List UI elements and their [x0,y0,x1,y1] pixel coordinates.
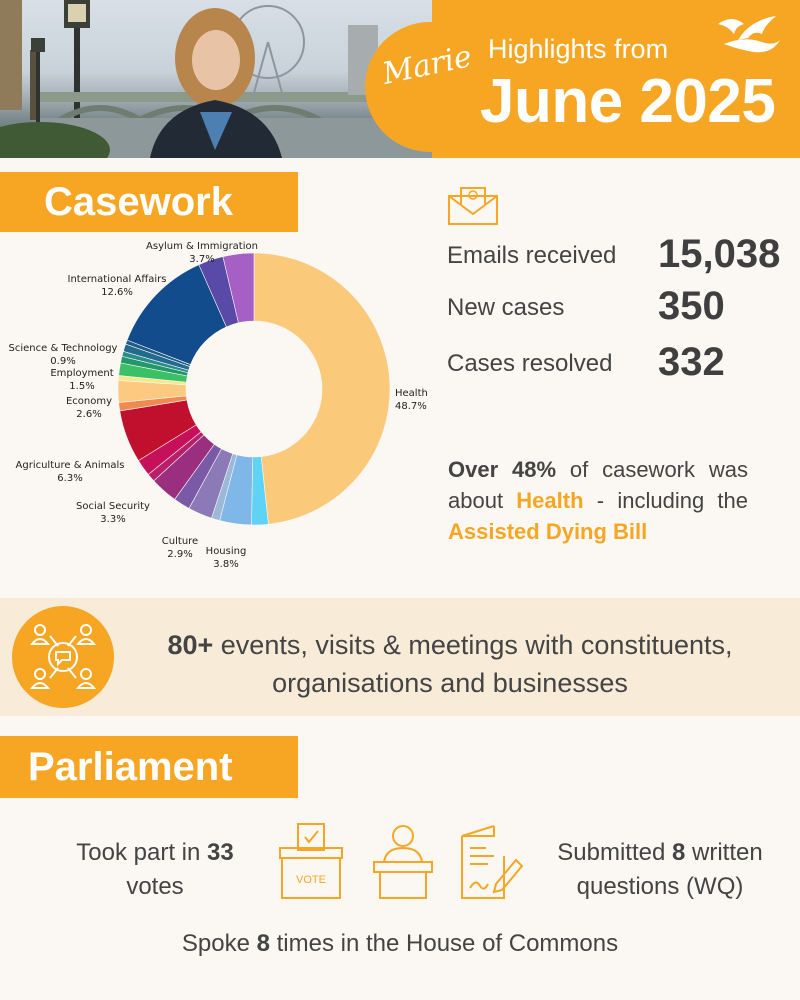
casework-summary [448,454,748,547]
header-banner [0,0,800,158]
label-international-affairs: International Affairs [67,274,167,285]
votes-post: votes [126,873,184,900]
events-text [120,626,780,702]
vote-box-label: VOTE [296,874,326,886]
ballot-box-icon [278,822,344,900]
events-count: 80+ [167,630,214,660]
label-employment: Employment [50,368,114,379]
stat-value-resolved: 332 [658,340,725,384]
pct-social-security: 3.3% [100,514,126,525]
stat-label-new-cases: New cases [447,294,565,321]
signature: Marie [379,38,475,93]
summary-health: Health [516,488,584,513]
summary-text-1: of casework was about [448,457,748,513]
summary-bill: Assisted Dying Bill [448,519,648,544]
stat-label-emails: Emails received [447,242,617,269]
people-network-icon [12,606,114,708]
page-title: June 2025 [480,67,776,136]
pct-science-technology: 0.9% [50,356,76,367]
pct-international-affairs: 12.6% [101,287,133,298]
label-health: Health [395,388,428,399]
summary-text-2: - including the [583,488,748,513]
label-housing: Housing [205,546,247,557]
pct-agriculture-animals: 6.3% [57,473,83,484]
speaker-podium-icon [370,822,436,900]
label-agriculture-animals: Agriculture & Animals [15,460,125,471]
wq-pre: Submitted [557,839,672,866]
votes-count: 33 [207,839,234,866]
highlights-from-label: Highlights from [488,34,669,64]
label-science-technology: Science & Technology [8,343,118,354]
signature-circle [365,22,495,152]
pct-health: 48.7% [395,401,427,412]
pct-asylum-immigration: 3.7% [189,254,215,265]
pct-culture: 2.9% [167,549,193,560]
casework-heading: Casework [0,172,298,232]
lib-dem-bird-icon [714,10,784,60]
pct-housing: 3.8% [213,559,239,570]
spoke-count: 8 [256,930,270,957]
votes-pre: Took part in [76,839,208,866]
written-question-icon [458,822,524,900]
spoke-post: times in the House of Commons [269,930,619,957]
stat-value-emails: 15,038 [658,232,781,276]
pct-employment: 1.5% [69,381,95,392]
events-icon-circle [12,606,114,708]
label-economy: Economy [65,396,113,407]
wq-count: 8 [672,839,686,866]
casework-donut-chart [0,236,440,586]
written-questions-stat [540,836,780,904]
label-culture: Culture [161,536,199,547]
stat-value-new-cases: 350 [658,284,725,328]
email-icon [447,182,499,226]
donut-slice-health [254,253,390,524]
label-social-security: Social Security [76,501,150,512]
spoke-stat [0,930,800,958]
spoke-pre: Spoke [181,930,257,957]
parliament-heading: Parliament [0,736,298,798]
votes-stat [55,836,255,904]
pct-economy: 2.6% [76,409,102,420]
label-asylum-immigration: Asylum & Immigration [146,241,258,252]
summary-bold: Over 48% [448,457,557,482]
wq-post: written questions (WQ) [576,839,763,900]
events-description: events, visits & meetings with constituents, organisations and businesses [213,630,733,698]
stat-label-resolved: Cases resolved [447,350,613,377]
